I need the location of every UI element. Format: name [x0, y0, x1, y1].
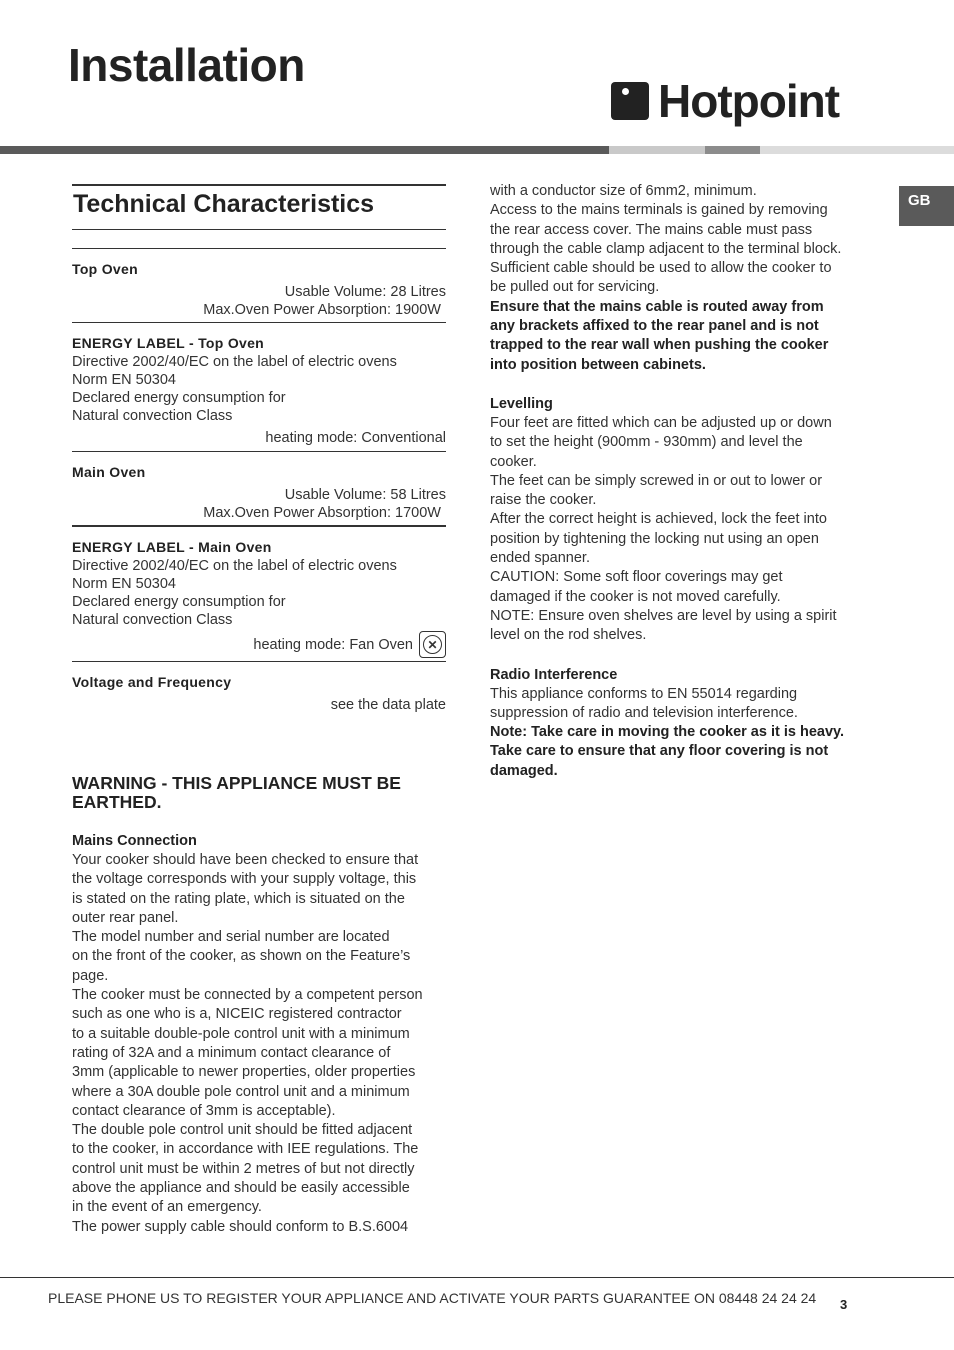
text-line: the voltage corresponds with your supply voltage, this [72, 871, 417, 888]
section-title: Technical Characteristics [73, 190, 375, 218]
text-line: level on the rod shelves. [490, 627, 647, 644]
mains-paragraph [72, 851, 446, 1237]
text-line: suppression of radio and television interference. [490, 704, 798, 721]
spec-text: Norm EN 50304 [72, 576, 176, 592]
text-line: After the correct height is achieved, lock the feet into [490, 511, 827, 528]
header-bar-segment [0, 146, 609, 154]
text-line: where a 30A double pole control unit and a minimum [72, 1083, 410, 1100]
fan-oven-icon: ✕ [419, 631, 446, 658]
spec-top-oven [72, 249, 446, 319]
text-line: is stated on the rating plate, which is situated on the [72, 890, 405, 907]
language-tab-gb[interactable]: GB [899, 186, 954, 226]
text-line: The model number and serial number are located [72, 929, 390, 946]
text-line: be pulled out for servicing. [490, 279, 660, 296]
text-line: through the cable clamp adjacent to the terminal block. [490, 240, 842, 257]
text-line: CAUTION: Some soft floor coverings may get [490, 569, 783, 586]
footer-registration-text: PLEASE PHONE US TO REGISTER YOUR APPLIANCE AND ACTIVATE YOUR PARTS GUARANTEE ON 08448 24 24 24 [48, 1290, 817, 1306]
text-line: Ensure that the mains cable is routed away from [490, 298, 824, 315]
text-line: 3mm (applicable to newer properties, older properties [72, 1064, 416, 1081]
text-line: damaged if the cooker is not moved carefully. [490, 588, 781, 605]
text-line: This appliance conforms to EN 55014 regarding [490, 685, 798, 702]
text-line: Sufficient cable should be used to allow the cooker to [490, 260, 832, 277]
header-bar-segment [760, 146, 954, 154]
text-line: on the front of the cooker, as shown on the Feature’s [72, 948, 411, 965]
text-line: control unit must be within 2 metres of but not directly [72, 1160, 415, 1177]
spec-voltage [72, 662, 446, 714]
spec-value: Usable Volume: 28 Litres [284, 284, 446, 300]
text-line: Your cooker should have been checked to ensure that [72, 852, 419, 868]
spec-text: Directive 2002/40/EC on the label of electric ovens [72, 558, 397, 574]
mains-continued-paragraph [490, 182, 870, 298]
mains-heading: Mains Connection [72, 833, 197, 849]
fan-oven-row [72, 631, 446, 658]
text-line: Note: Take care in moving the cooker as it is heavy. [490, 724, 845, 741]
text-line: cooker. [490, 453, 537, 470]
text-line: contact clearance of 3mm is acceptable). [72, 1102, 336, 1119]
spec-text: Directive 2002/40/EC on the label of electric ovens [72, 354, 397, 370]
text-line: any brackets affixed to the rear panel and is not [490, 318, 819, 335]
text-line: The feet can be simply screwed in or out to lower or [490, 472, 823, 489]
text-line: to the cooker, in accordance with IEE regulations. The [72, 1141, 419, 1158]
spec-value: see the data plate [330, 697, 446, 713]
spec-heading: ENERGY LABEL - Main Oven [72, 539, 272, 555]
spec-value: heating mode: Conventional [265, 430, 446, 446]
spec-text: Natural convection Class [72, 408, 233, 424]
text-line: NOTE: Ensure oven shelves are level by using a spirit [490, 607, 837, 624]
text-line: page. [72, 967, 109, 984]
brand-name: Hotpoint [658, 75, 840, 127]
text-line: Four feet are fitted which can be adjusted up or down [490, 414, 832, 431]
header-bar-segment [609, 146, 705, 154]
text-line: rating of 32A and a minimum contact clearance of [72, 1044, 391, 1061]
left-column [72, 184, 446, 1237]
text-line: position by tightening the locking nut using an open [490, 530, 819, 547]
text-line: damaged. [490, 762, 558, 779]
text-line: to a suitable double-pole control unit with a minimum [72, 1025, 410, 1042]
spec-text: Declared energy consumption for [72, 390, 286, 406]
levelling-heading: Levelling [490, 395, 553, 412]
radio-heading: Radio Interference [490, 666, 618, 683]
spec-heading: Top Oven [72, 261, 138, 277]
text-line: into position between cabinets. [490, 356, 706, 373]
hotpoint-logo [611, 75, 840, 127]
spec-heading: Main Oven [72, 464, 146, 480]
text-line: The double pole control unit should be fitted adjacent [72, 1122, 413, 1139]
text-line: ended spanner. [490, 550, 590, 567]
spec-energy-top [72, 323, 446, 447]
header-bar-segment [705, 146, 760, 154]
text-line: with a conductor size of 6mm2, minimum. [490, 183, 757, 199]
text-line: The power supply cable should conform to B.S.6004 [72, 1218, 409, 1235]
spec-value: heating mode: Fan Oven [253, 636, 413, 653]
spec-value: Max.Oven Power Absorption: 1900W [203, 302, 441, 318]
spec-energy-main [72, 527, 446, 658]
text-line: the rear access cover. The mains cable must pass [490, 221, 813, 238]
page-number: 3 [840, 1297, 848, 1312]
levelling-paragraph [490, 414, 870, 646]
spec-value: Max.Oven Power Absorption: 1700W [203, 505, 441, 521]
radio-paragraph [490, 685, 870, 724]
spec-value: Usable Volume: 58 Litres [284, 487, 446, 503]
right-column [490, 182, 870, 781]
divider [72, 229, 446, 230]
text-line: trapped to the rear wall when pushing the cooker [490, 337, 829, 354]
page-title: Installation [68, 39, 305, 91]
text-line: Access to the mains terminals is gained by removing [490, 202, 828, 219]
spec-heading: ENERGY LABEL - Top Oven [72, 335, 265, 351]
text-line: The cooker must be connected by a competent person [72, 987, 423, 1004]
spec-text: Declared energy consumption for [72, 594, 286, 610]
warning-heading: WARNING - THIS APPLIANCE MUST BE EARTHED. [72, 773, 401, 812]
text-line: to set the height (900mm - 930mm) and level the [490, 434, 803, 451]
cable-warning [490, 298, 870, 375]
spec-main-oven [72, 452, 446, 522]
text-line: in the event of an emergency. [72, 1199, 262, 1216]
spec-text: Natural convection Class [72, 612, 233, 628]
moving-warning [490, 723, 870, 781]
hotpoint-logo-icon [611, 82, 649, 120]
text-line: outer rear panel. [72, 909, 179, 926]
spec-text: Norm EN 50304 [72, 372, 176, 388]
text-line: Take care to ensure that any floor covering is not [490, 743, 829, 760]
footer-divider [0, 1277, 954, 1278]
text-line: above the appliance and should be easily accessible [72, 1180, 410, 1197]
text-line: raise the cooker. [490, 492, 597, 509]
spec-heading: Voltage and Frequency [72, 674, 232, 690]
text-line: such as one who is a, NICEIC registered contractor [72, 1006, 402, 1023]
